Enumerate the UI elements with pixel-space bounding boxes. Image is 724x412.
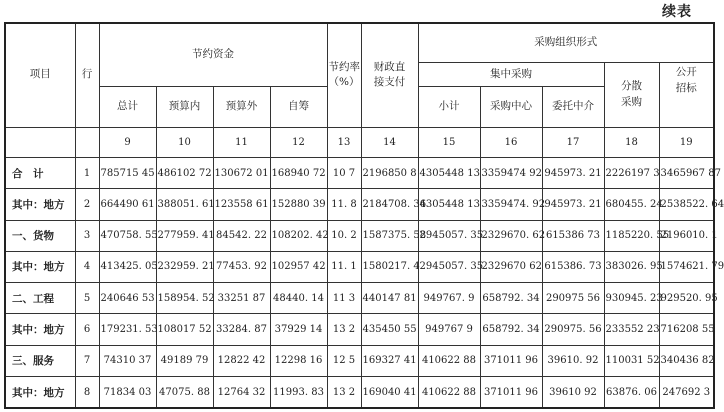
header-self-raised: 自筹 <box>270 87 327 127</box>
header-subtotal: 小计 <box>418 87 480 127</box>
header-finance-direct: 财政直 接支付 <box>361 23 418 127</box>
table-cell: 945973. 21 <box>542 157 604 188</box>
table-row <box>5 220 714 251</box>
table-cell: 12822 42 <box>213 345 270 376</box>
table-cell: 410622 88 <box>418 377 480 408</box>
col-number: 18 <box>604 127 659 157</box>
table-cell: 152880 39 <box>270 189 327 220</box>
table-row <box>5 283 714 314</box>
header-row: 行 <box>75 23 99 127</box>
table-cell: 12764 32 <box>213 377 270 408</box>
table-cell: 290975 56 <box>542 283 604 314</box>
table-cell: 232959. 21 <box>156 251 213 282</box>
col-number: 13 <box>327 127 361 157</box>
table-cell: 48440. 14 <box>270 283 327 314</box>
table-cell: 658792. 34 <box>480 283 542 314</box>
table-cell: 680455. 24 <box>604 189 659 220</box>
col-number: 16 <box>480 127 542 157</box>
table-row <box>5 377 714 408</box>
table-cell: 12298 16 <box>270 345 327 376</box>
table-cell: 11 3 <box>327 283 361 314</box>
col-number: 19 <box>659 127 714 157</box>
table-cell: 340436 82 <box>659 345 714 376</box>
table-cell: 440147 81 <box>361 283 418 314</box>
table-cell: 2184708. 36 <box>361 189 418 220</box>
header-public-tender: 公开 招标 <box>659 62 714 127</box>
table-cell: 2196010. 1 <box>659 220 714 251</box>
header-saving-rate: 节约率 （%） <box>327 23 361 127</box>
table-cell: 110031 52 <box>604 345 659 376</box>
header-item: 项目 <box>5 23 75 127</box>
table-cell: 435450 55 <box>361 314 418 345</box>
table-cell: 158954. 52 <box>156 283 213 314</box>
header-out-budget: 预算外 <box>213 87 270 127</box>
header-in-budget: 预算内 <box>156 87 213 127</box>
table-cell: 2945057. 35 <box>418 251 480 282</box>
col-number: 14 <box>361 127 418 157</box>
table-cell: 486102 72 <box>156 157 213 188</box>
col-number: 12 <box>270 127 327 157</box>
table-cell: 74310 37 <box>99 345 156 376</box>
row-number: 8 <box>75 377 99 408</box>
table-cell: 949767 9 <box>418 314 480 345</box>
table-cell: 39610 92 <box>542 377 604 408</box>
table-cell: 388051. 61 <box>156 189 213 220</box>
table-cell: 949767. 9 <box>418 283 480 314</box>
table-cell: 371011 96 <box>480 377 542 408</box>
table-cell: 2538522. 64 <box>659 189 714 220</box>
procurement-table <box>4 22 724 409</box>
table-cell: 615386 73 <box>542 220 604 251</box>
row-label: 其中：地方 <box>5 314 75 345</box>
table-cell: 1587375. 58 <box>361 220 418 251</box>
table-cell: 240646 53 <box>99 283 156 314</box>
header-agency: 委托中介 <box>542 87 604 127</box>
table-cell: 33251 87 <box>213 283 270 314</box>
table-cell: 785715 45 <box>99 157 156 188</box>
table-cell: 169327 41 <box>361 345 418 376</box>
table-cell: 108017 52 <box>156 314 213 345</box>
table-row <box>5 251 714 282</box>
table-cell: 3359474. 92 <box>480 189 542 220</box>
table-cell: 130672 01 <box>213 157 270 188</box>
table-cell: 179231. 53 <box>99 314 156 345</box>
table-cell: 716208 55 <box>659 314 714 345</box>
table-cell: 233552 23 <box>604 314 659 345</box>
table-cell: 2329670 62 <box>480 251 542 282</box>
row-label: 其中：地方 <box>5 377 75 408</box>
row-number: 5 <box>75 283 99 314</box>
row-label: 其中：地方 <box>5 189 75 220</box>
row-number: 3 <box>75 220 99 251</box>
row-number: 4 <box>75 251 99 282</box>
table-cell: 37929 14 <box>270 314 327 345</box>
row-label: 合 计 <box>5 157 75 188</box>
table-cell: 2196850 8 <box>361 157 418 188</box>
table-cell: 77453. 92 <box>213 251 270 282</box>
table-cell: 615386. 73 <box>542 251 604 282</box>
col-number: 10 <box>156 127 213 157</box>
table-cell: 247692 3 <box>659 377 714 408</box>
row-label: 其中：地方 <box>5 251 75 282</box>
table-cell: 2945057. 35 <box>418 220 480 251</box>
table-cell: 929520. 95 <box>659 283 714 314</box>
table-cell: 13 2 <box>327 314 361 345</box>
table-cell: 39610. 92 <box>542 345 604 376</box>
table-cell: 470758. 55 <box>99 220 156 251</box>
col-number: 17 <box>542 127 604 157</box>
header-savings: 节约资金 <box>99 23 327 87</box>
row-number: 2 <box>75 189 99 220</box>
row-number: 6 <box>75 314 99 345</box>
table-cell: 277959. 41 <box>156 220 213 251</box>
table-cell: 4305448 13 <box>418 157 480 188</box>
table-cell: 383026. 95 <box>604 251 659 282</box>
table-row <box>5 189 714 220</box>
table-cell: 11. 1 <box>327 251 361 282</box>
table-cell: 123558 61 <box>213 189 270 220</box>
table-cell: 63876. 06 <box>604 377 659 408</box>
table-row <box>5 157 714 188</box>
header-total: 总计 <box>99 87 156 127</box>
header-decentralized: 分散 采购 <box>604 62 659 127</box>
table-cell: 2329670. 62 <box>480 220 542 251</box>
table-cell: 1580217. 4 <box>361 251 418 282</box>
header-centralized: 集中采购 <box>418 62 604 86</box>
table-cell: 12 5 <box>327 345 361 376</box>
table-cell: 11993. 83 <box>270 377 327 408</box>
col-number: 11 <box>213 127 270 157</box>
table-cell: 945973. 21 <box>542 189 604 220</box>
table-cell: 3465967 87 <box>659 157 714 188</box>
table-cell: 664490 61 <box>99 189 156 220</box>
table-cell: 410622 88 <box>418 345 480 376</box>
table-cell: 2226197 3 <box>604 157 659 188</box>
table-cell: 930945. 23 <box>604 283 659 314</box>
col-number: 15 <box>418 127 480 157</box>
table-cell: 1185220. 55 <box>604 220 659 251</box>
table-cell: 10 7 <box>327 157 361 188</box>
table-cell: 71834 03 <box>99 377 156 408</box>
table-cell: 102957 42 <box>270 251 327 282</box>
table-cell: 13 2 <box>327 377 361 408</box>
table-cell: 10. 2 <box>327 220 361 251</box>
table-cell: 84542. 22 <box>213 220 270 251</box>
header-org-form: 采购组织形式 <box>418 23 714 62</box>
table-cell: 371011 96 <box>480 345 542 376</box>
table-cell: 168940 72 <box>270 157 327 188</box>
table-cell: 290975. 56 <box>542 314 604 345</box>
table-cell: 658792. 34 <box>480 314 542 345</box>
table-cell: 49189 79 <box>156 345 213 376</box>
continued-label: 续表 <box>662 4 692 20</box>
column-number-row <box>5 127 714 157</box>
table-cell: 4305448 13 <box>418 189 480 220</box>
row-label: 三、服务 <box>5 345 75 376</box>
table-cell: 413425. 05 <box>99 251 156 282</box>
row-number: 7 <box>75 345 99 376</box>
table-cell: 108202. 42 <box>270 220 327 251</box>
table-cell: 33284. 87 <box>213 314 270 345</box>
table-cell: 11. 8 <box>327 189 361 220</box>
row-label: 二、工程 <box>5 283 75 314</box>
table-cell: 47075. 88 <box>156 377 213 408</box>
table-cell: 3359474 92 <box>480 157 542 188</box>
table-cell: 169040 41 <box>361 377 418 408</box>
row-number: 1 <box>75 157 99 188</box>
table-row <box>5 345 714 376</box>
table-row <box>5 314 714 345</box>
row-label: 一、货物 <box>5 220 75 251</box>
header-purchase-center: 采购中心 <box>480 87 542 127</box>
table-cell: 1574621. 79 <box>659 251 714 282</box>
col-number: 9 <box>99 127 156 157</box>
